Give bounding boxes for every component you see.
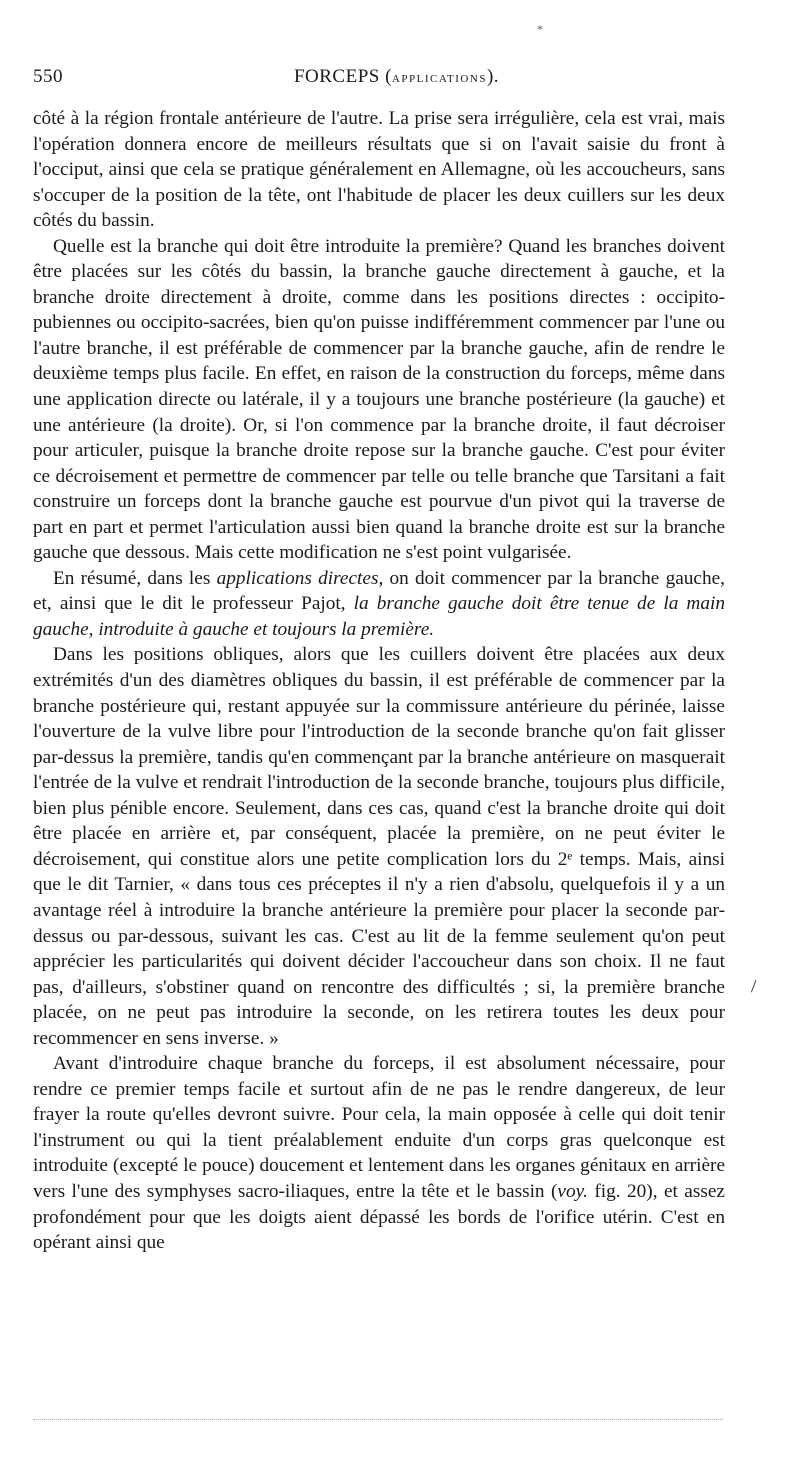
paragraph-continued: côté à la région frontale antérieure de l'autre. La prise sera irrégulière, cela est vrai, mais l'opération donnera encore de meilleurs résultats que si on l'avait saisie du front à l'occiput, ainsi que cela se pratique généralement en Allemagne, où les accoucheurs, sans s'occuper de la position de la tête, ont l'habitude de placer les deux cuillers sur les deux côtés du bassin.	[33, 108, 725, 232]
before-italic-voy: voy.	[557, 1180, 588, 1202]
paragraph-oblique-positions: Dans les positions obliques, alors que les cuillers doivent être placées aux deux extrémités d'un des diamètres obliques du bassin, il est préférable de commencer par la branche postérieure qui, restant appuyée sur la commissure antérieure du périnée, laisse l'ouverture de la vulve libre pour l'introduction de la seconde branche qu'on fait glisser par-dessus la première, tandis qu'en commençant par la branche antérieure on masquerait l'entrée de la vulve et rendrait l'introduction de la seconde branche, toujours plus difficile, bien plus pénible encore. Seulement, dans ces cas, quand c'est la branche droite qui doit être placée en arrière et, par conséquent, placée la première, on ne peut éviter le décroisement, qui constitue alors une petite complication lors du 2ᵉ temps. Mais, ainsi que le dit Tarnier, « dans tous ces préceptes il n'y a rien d'absolu, quelquefois il y a un avantage réel à introduire la branche antérieure la première pour placer la seconde par-dessus ou par-dessous, suivant les cas. C'est au lit de la femme seulement qu'on peut apprécier les particularités qui doivent décider l'accoucheur dans son choix. Il ne faut pas, d'ailleurs, s'obstiner quand on rencontre des difficultés ; si, la première branche placée, on ne peut pas introduire la seconde, on les retirera toutes les deux pour recommencer en sens inverse. »	[33, 644, 725, 1049]
page-number: 550	[33, 66, 63, 87]
summary-text-a: En résumé, dans les	[53, 567, 217, 589]
margin-pencil-mark: \	[745, 976, 763, 996]
paragraph-before-introducing	[33, 1051, 725, 1255]
stray-ink-mark: *	[537, 22, 543, 36]
paragraph-summary	[33, 566, 725, 643]
running-title-main: FORCEPS (	[293, 66, 392, 87]
running-title	[33, 66, 760, 88]
running-header	[33, 66, 760, 96]
summary-italic-direct-applications: applications directes,	[216, 567, 384, 589]
paragraph-which-branch-first: Quelle est la branche qui doit être introduite la première? Quand les branches doivent être placées sur les côtés du bassin, la branche gauche directement à gauche, et la branche droite directement à droite, comme dans les positions directes : occipito-pubiennes ou occipito-sacrées, bien qu'on puisse indifféremment commencer par l'une ou l'autre branche, il est préférable de commencer par la branche gauche, afin de rendre le deuxième temps plus facile. En effet, en raison de la construction du forceps, même dans une application directe ou latérale, il y a toujours une branche postérieure (la gauche) et une antérieure (la droite). Or, si l'on commence par la branche droite, il faut décroiser pour articuler, puisque la branche droite repose sur la branche gauche. C'est pour éviter ce décroisement et permettre de commencer par telle ou telle branche que Tarsitani a fait construire un forceps dont la branche gauche est pourvue d'un pivot qui la traverse de part en part et permet l'articulation aussi bien quand la branche droite est sur la branche gauche que dessous. Mais cette modification ne s'est point vulgarisée.	[33, 235, 725, 564]
summary-italic-rule: la branche gauche doit être tenue de la main gauche, introduite à gauche et toujours la première.	[33, 593, 725, 640]
before-text-a: Avant d'introduire chaque branche du forceps, il est absolument nécessaire, pour rendre ce premier temps facile et surtout afin de ne pas le rendre dangereux, de leur frayer la route qu'elles devront suivre. Pour cela, la main opposée à celle qui doit tenir l'instrument ou qui la tient préalablement enduite d'un corps gras quelconque est introduite (excepté le pouce) doucement et lentement dans les organes génitaux en arrière vers l'une des symphyses sacro-iliaques, entre la tête et le bassin (	[33, 1053, 725, 1202]
summary-text-c: on doit commencer par la branche gauche, et, ainsi que le dit le professeur Pajot,	[33, 567, 726, 615]
before-text-c: fig. 20), et assez profondément pour que les doigts aient dépassé les bords de l'orifice utérin. C'est en opérant ainsi que	[33, 1180, 725, 1254]
running-title-close: ).	[486, 66, 500, 87]
footer-dotted-rule	[33, 1419, 723, 1420]
running-title-small-caps: applications	[391, 70, 487, 86]
body-text	[33, 106, 725, 1256]
